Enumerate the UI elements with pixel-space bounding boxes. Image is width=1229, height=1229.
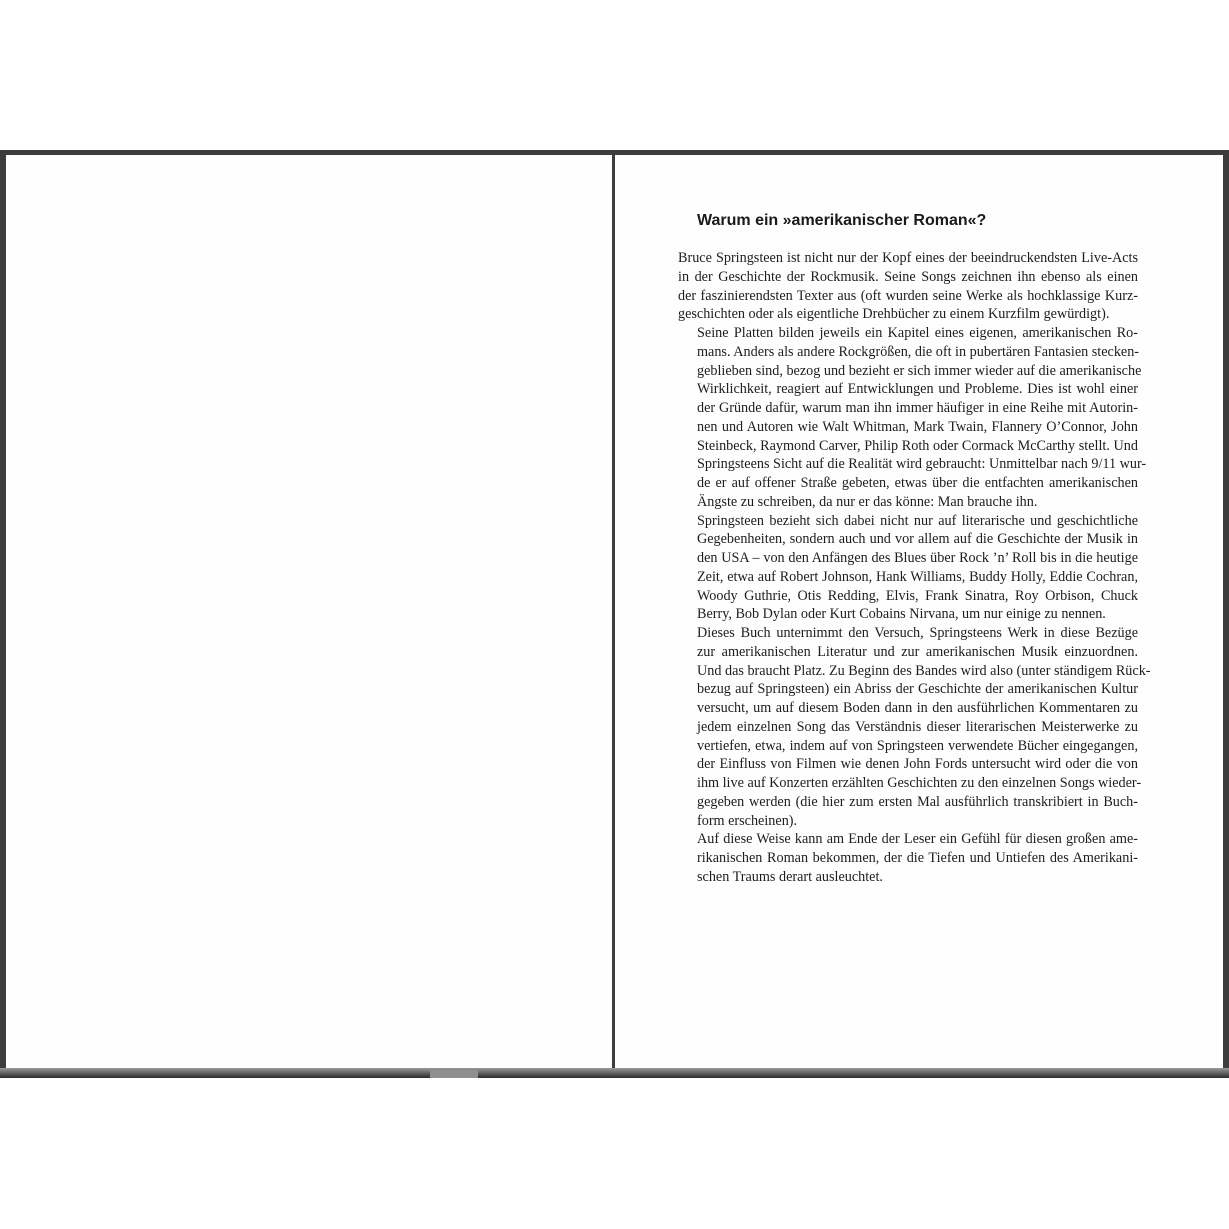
spread-bottom-edge [0,1068,1229,1078]
text-line: gegeben werden (die hier zum ersten Mal ausführlich transkribiert in Buch- [697,793,1138,810]
text-line: den USA – von den Anfängen des Blues über Rock ’n’ Roll bis in die heutige [697,550,1138,566]
text-line: bezug auf Springsteen) ein Abriss der Geschichte der amerikanischen Kultur [697,681,1138,698]
text-line: vertiefen, etwa, indem auf von Springsteen verwendete Bücher eingegangen, [697,737,1138,754]
left-page-blank [6,155,612,1068]
text-line: schen Traums derart ausleuchtet. [697,868,883,885]
text-line: geschichten oder als eigentliche Drehbücher zu einem Kurzfilm gewürdigt). [678,306,1110,323]
text-line: Zeit, etwa auf Robert Johnson, Hank Williams, Buddy Holly, Eddie Cochran, [697,568,1138,585]
paragraph [678,830,1138,886]
scroll-thumb[interactable] [430,1070,478,1078]
text-line: Auf diese Weise kann am Ende der Leser ein Gefühl für diesen großen ame- [697,831,1138,848]
paragraph [678,624,1151,830]
text-line: Bruce Springsteen ist nicht nur der Kopf eines der beeindruckendsten Live-Acts [678,250,1138,266]
text-line: Dieses Buch unternimmt den Versuch, Springsteens Werk in diese Bezüge [697,625,1138,641]
text-line: der Gründe dafür, warum man ihn immer häufiger in eine Reihe mit Autorin- [697,400,1138,416]
text-line: Seine Platten bilden jeweils ein Kapitel eines eigenen, amerikanischen Ro- [697,325,1138,341]
text-line: Und das braucht Platz. Zu Beginn des Bandes wird also (unter ständigem Rück- [697,662,1151,679]
text-line: zur amerikanischen Literatur und zur amerikanischen Musik einzuordnen. [697,643,1138,660]
text-line: versucht, um auf diesem Boden dann in den ausführlichen Kommentaren zu [697,700,1138,716]
text-line: ihm live auf Konzerten erzählten Geschichten zu den einzelnen Songs wieder- [697,775,1142,791]
text-line: Gegebenheiten, sondern auch und vor allem auf die Geschichte der Musik in [697,531,1138,548]
text-line: form erscheinen). [697,812,798,829]
paragraph [678,249,1138,324]
chapter-title: Warum ein »amerikanischer Roman«? [697,212,987,229]
right-page [615,155,1223,1068]
text-line: rikanischen Roman bekommen, der die Tiefen und Untiefen des Amerikani- [697,850,1138,866]
text-line: Berry, Bob Dylan oder Kurt Cobains Nirvana, um nur einige zu nennen. [697,606,1106,623]
text-line: der faszinierendsten Texter aus (oft wurden seine Werke als hochklassige Kurz- [678,287,1138,304]
text-line: geblieben sind, bezog und bezieht er sich immer wieder auf die amerikanische [697,362,1142,379]
text-line: Ängste zu schreiben, da nur er das könne: Man brauche ihn. [697,493,1038,510]
text-line: Springsteen bezieht sich dabei nicht nur auf literarische und geschichtliche [697,512,1138,529]
text-line: nen und Autoren wie Walt Whitman, Mark Twain, Flannery O’Connor, John [697,418,1138,435]
body-text [678,249,1151,887]
text-line: Springsteens Sicht auf die Realität wird gebraucht: Unmittelbar nach 9/11 wur- [697,456,1147,473]
text-line: in der Geschichte der Rockmusik. Seine Songs zeichnen ihn ebenso als einen [678,268,1138,285]
text-line: jedem einzelnen Song das Verständnis dieser literarischen Meisterwerke zu [697,718,1138,735]
text-line: Woody Guthrie, Otis Redding, Elvis, Frank Sinatra, Roy Orbison, Chuck [697,587,1138,604]
text-line: mans. Anders als andere Rockgrößen, die oft in pubertären Fantasien stecken- [697,343,1140,360]
text-line: Wirklichkeit, reagiert auf Entwicklungen und Probleme. Dies ist wohl einer [697,381,1138,398]
paragraph [678,324,1147,512]
paragraph [678,512,1138,625]
text-line: de er auf offener Straße gebeten, etwas über die entfachten amerikanischen [697,475,1138,491]
text-line: der Einfluss von Filmen wie denen John Fords untersucht wird oder die von [697,756,1138,773]
text-line: Steinbeck, Raymond Carver, Philip Roth oder Cormack McCarthy stellt. Und [697,437,1138,454]
